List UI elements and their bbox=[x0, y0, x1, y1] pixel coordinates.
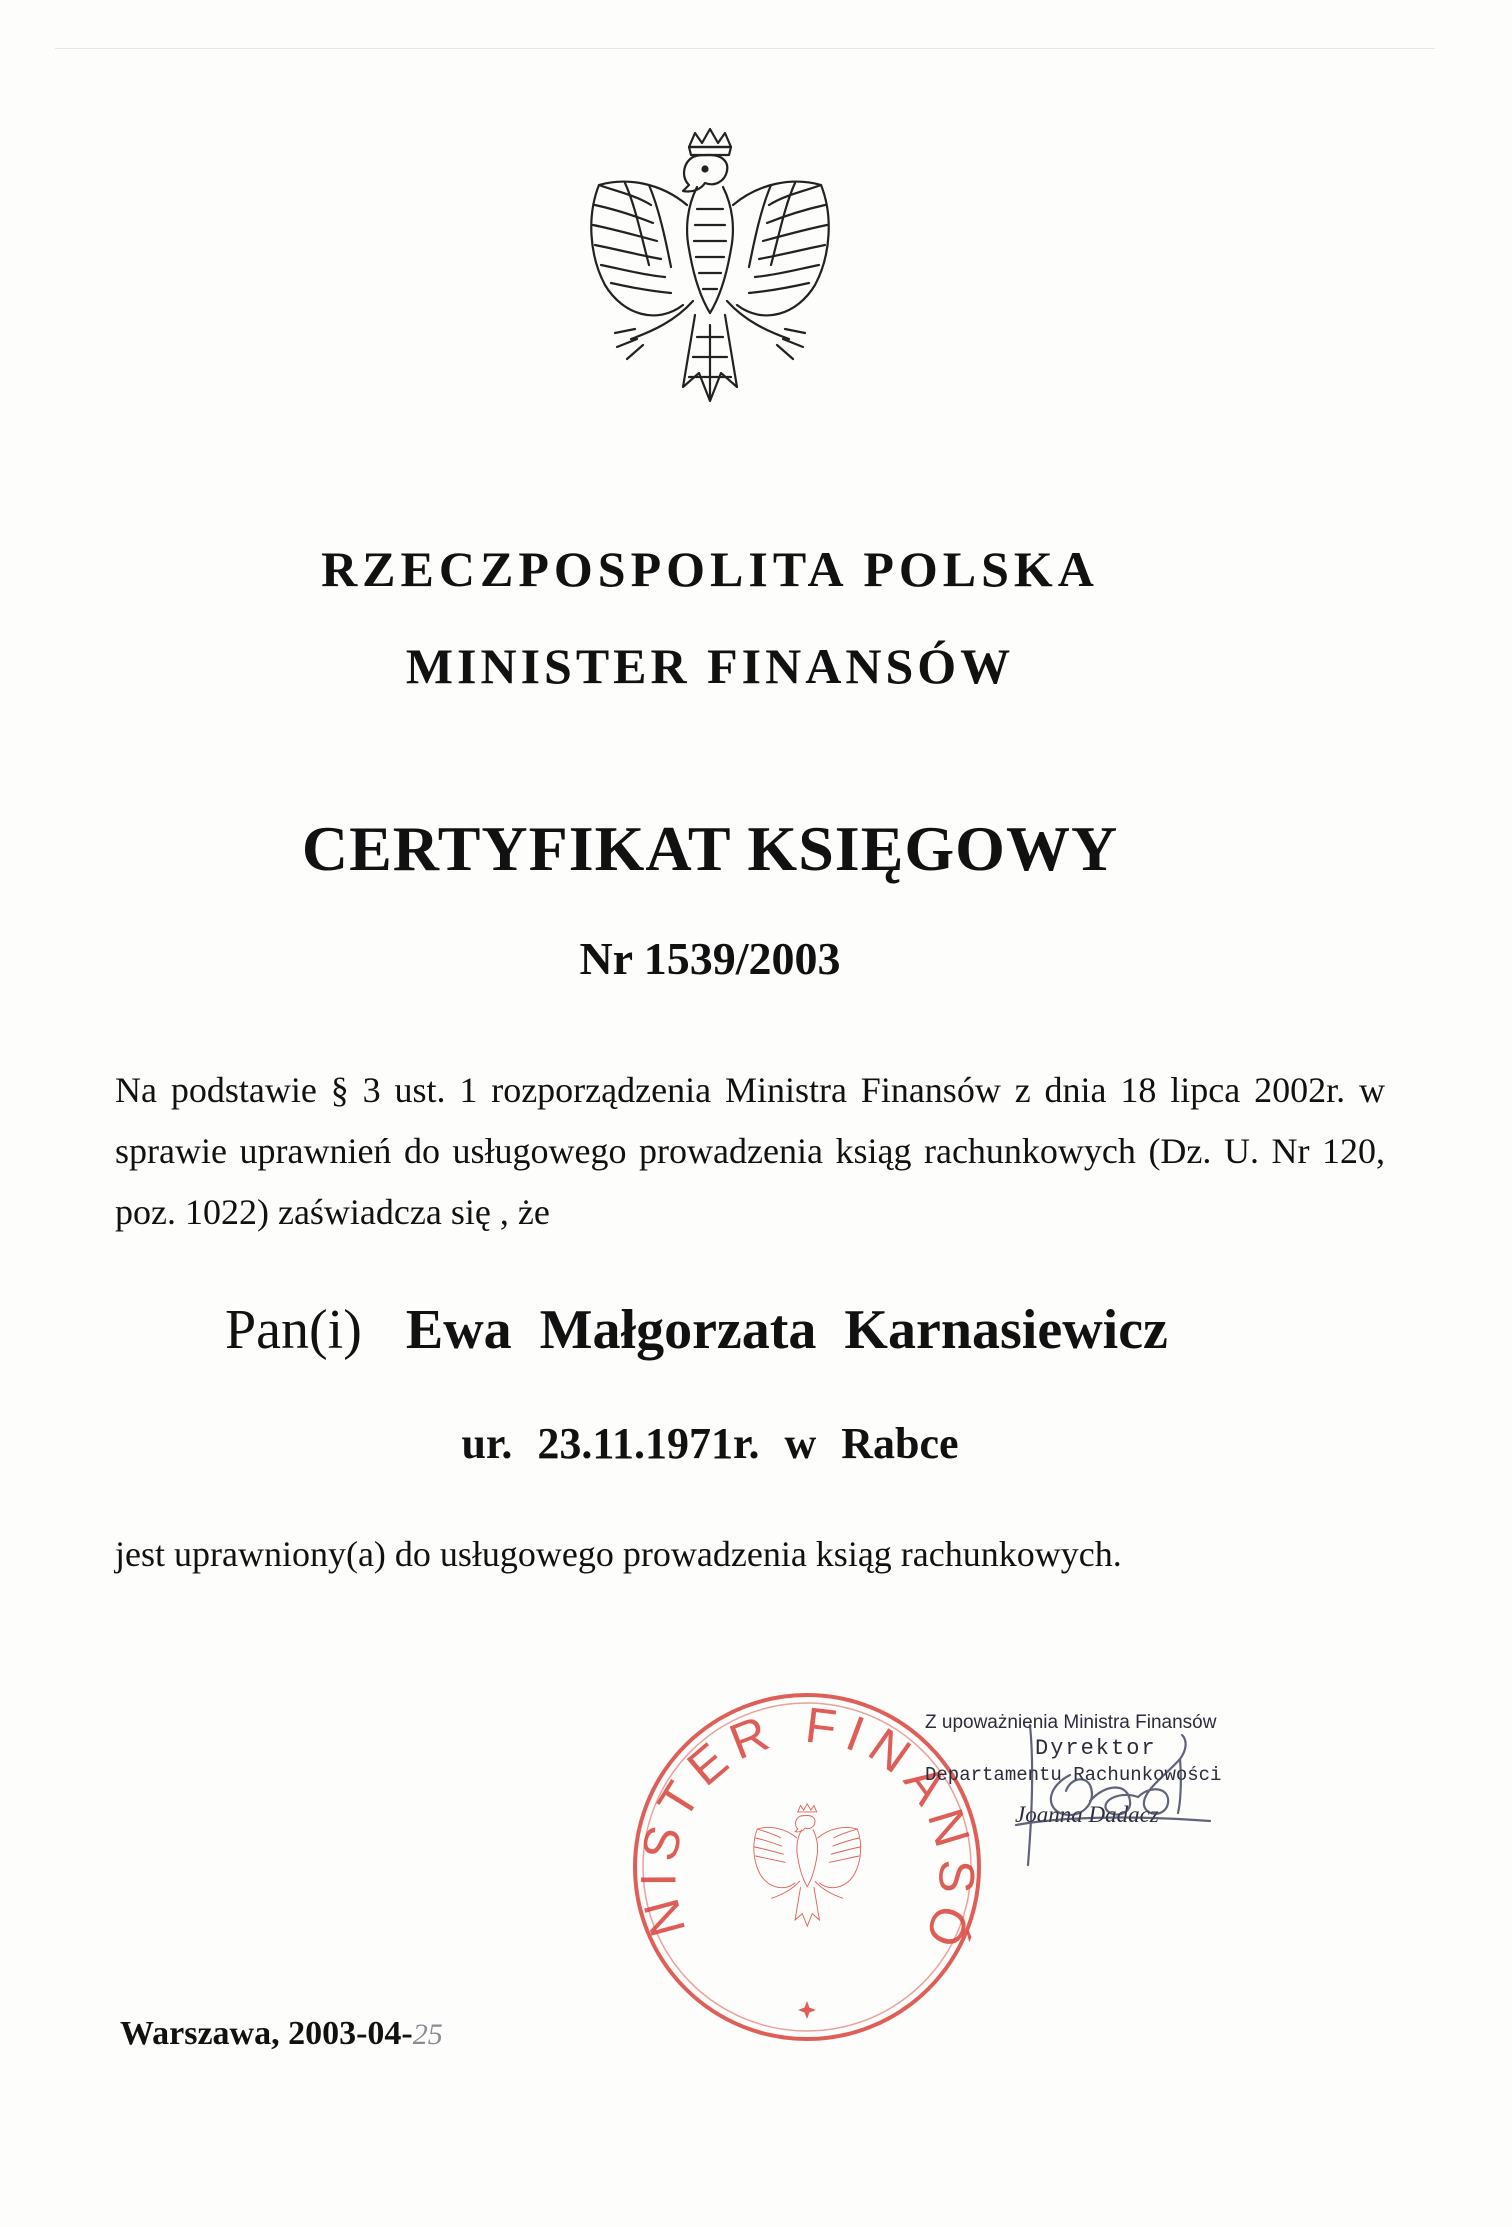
holder-name: Ewa Małgorzata Karnasiewicz bbox=[405, 1299, 1168, 1361]
stamp-department-line: Departamentu Rachunkowości bbox=[925, 1764, 1222, 1786]
stamp-signatory-name: Joanna Dadacz bbox=[1015, 1802, 1159, 1827]
certificate-title: CERTYFIKAT KSIĘGOWY bbox=[301, 813, 1119, 884]
handwritten-signature bbox=[1010, 1705, 1230, 1875]
country-heading: RZECZPOSPOLITA POLSKA bbox=[321, 541, 1099, 597]
date-day-handwritten: 25 bbox=[412, 2018, 443, 2051]
top-rule bbox=[55, 48, 1435, 49]
seal-text: NISTER FINANSÓ bbox=[630, 1696, 985, 1964]
stamp-title-line: Dyrektor bbox=[1035, 1736, 1157, 1761]
certificate-number: Nr 1539/2003 bbox=[579, 933, 841, 984]
authority-heading: MINISTER FINANSÓW bbox=[405, 638, 1015, 694]
stamp-authorization-line: Z upoważnienia Ministra Finansów bbox=[925, 1712, 1217, 1733]
entitlement-statement: jest uprawniony(a) do usługowego prowadzenia ksiąg rachunkowych. bbox=[115, 1534, 1122, 1574]
birth-details: ur. 23.11.1971r. w Rabce bbox=[461, 1419, 959, 1468]
eagle-emblem-icon bbox=[565, 125, 855, 435]
holder-line bbox=[225, 1298, 1168, 1362]
place-date-printed: Warszawa, 2003-04- bbox=[120, 2015, 413, 2052]
legal-basis-paragraph: Na podstawie § 3 ust. 1 rozporządzenia Ministra Finansów z dnia 18 lipca 2002r. w sprawie uprawnień do usługowego prowadzenia ksiąg rachunkowych (Dz. U. Nr 120, poz. 1022) zaświadcza się , że bbox=[115, 1070, 1385, 1232]
holder-prefix: Pan(i) bbox=[225, 1299, 362, 1361]
place-and-date bbox=[120, 2015, 443, 2053]
